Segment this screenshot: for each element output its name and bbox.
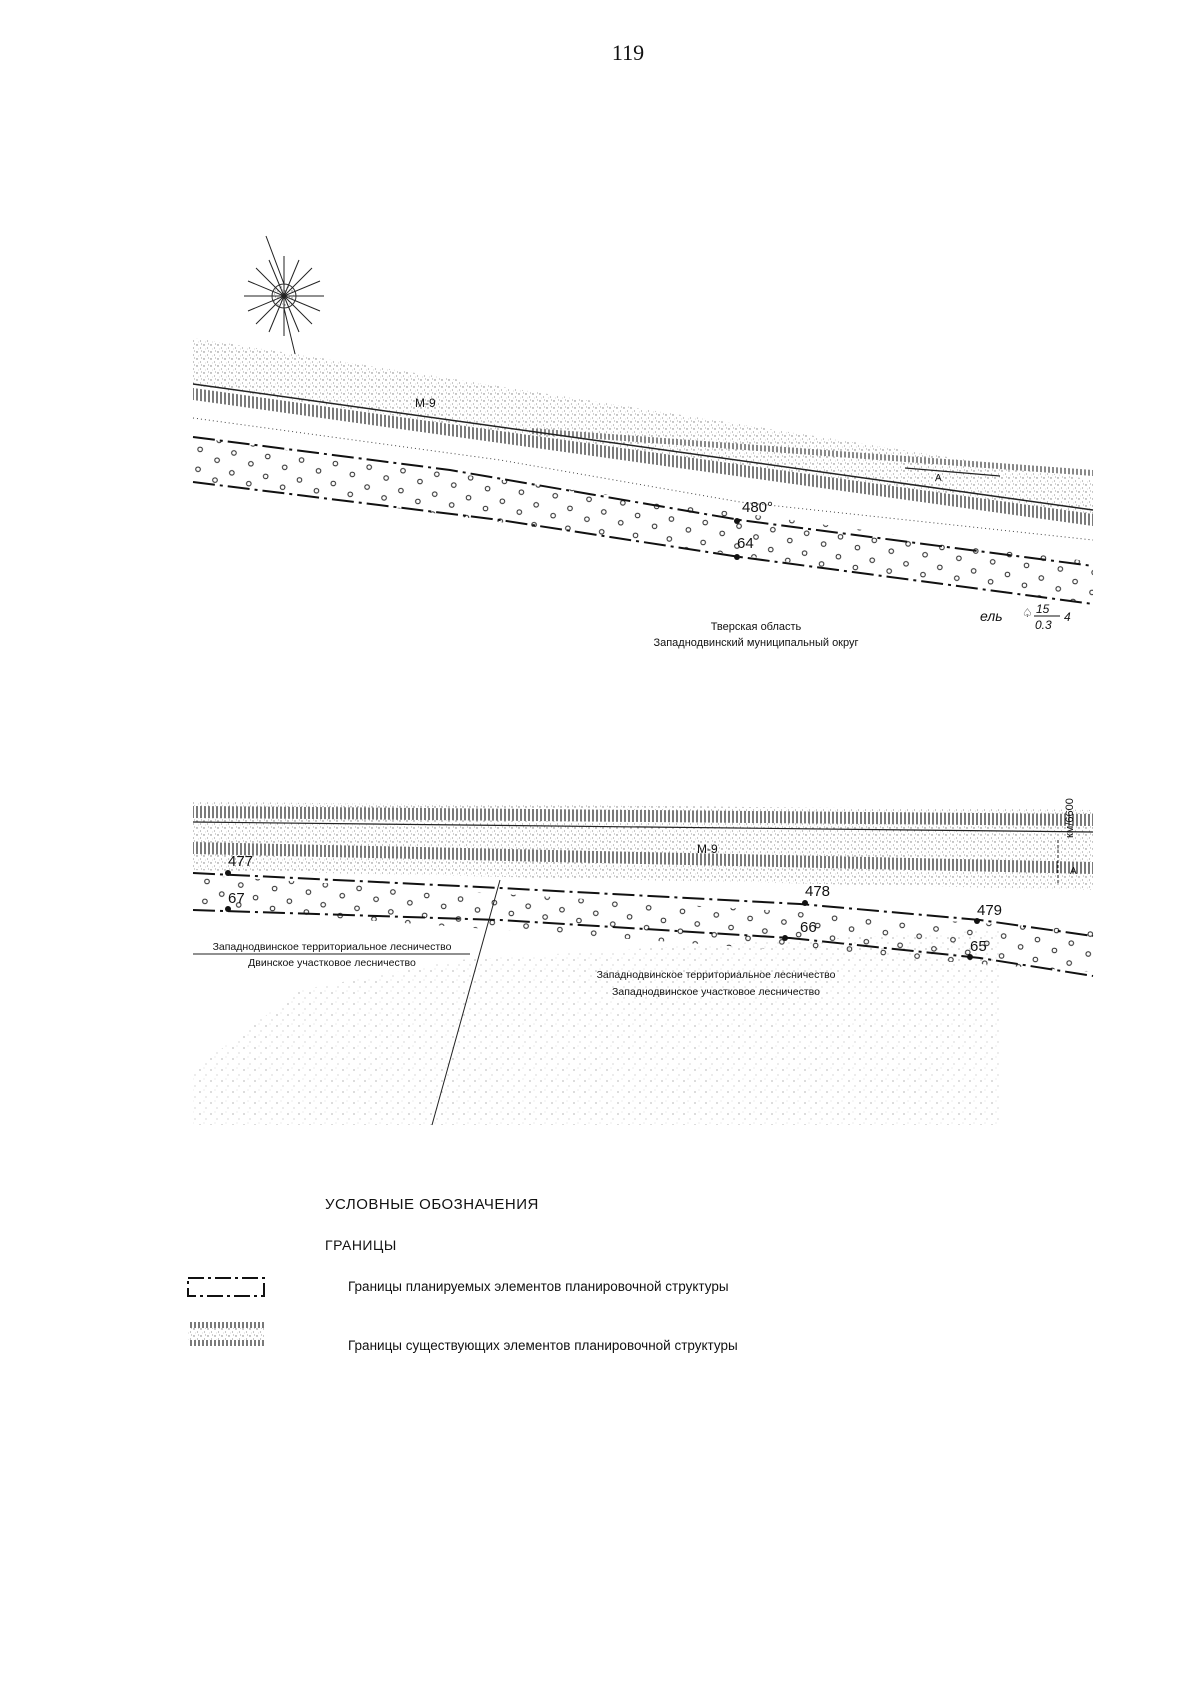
tree-annotation [980,602,1071,632]
tree-denominator: 0.3 [1035,618,1052,632]
point-label: 479 [977,902,1003,919]
tree-numerator: 15 [1036,602,1050,616]
point-label: 480° [742,499,774,516]
forestry-caption-left: Двинское участковое лесничество [248,957,416,969]
tree-species-label: ель [980,608,1003,624]
point-marker [802,900,808,906]
forestry-caption-left: Западнодвинское территориальное лесничество [212,941,452,953]
legend-item-existing-border [186,1320,886,1352]
point-label: 477 [228,853,254,870]
legend-item-label: Границы существующих элементов планировочной структуры [348,1338,738,1353]
point-label: 67 [228,890,245,907]
marker-a-label: А [935,473,942,484]
point-marker [734,554,740,560]
legend-section-title: ГРАНИЦЫ [325,1237,397,1253]
point-marker [734,518,740,524]
tree-count: 4 [1064,610,1071,624]
page-number: 119 [611,40,645,65]
point-marker [782,935,788,941]
forestry-caption-right: Западнодвинское территориальное лесничество [596,969,836,981]
point-marker [225,870,231,876]
hatched-border-icon [186,1320,266,1348]
marker-a-label: А [1070,866,1077,877]
region-caption-line: Тверская область [710,621,802,633]
tree-icon: ♤ [1022,606,1033,620]
bottom-map [193,798,1093,1125]
region-caption-line: Западнодвинский муниципальный округ [653,637,859,649]
point-label: 64 [737,535,754,552]
km-marker-label: км/6600 [1064,798,1076,838]
legend-item-label: Границы планируемых элементов планировочной структуры [348,1279,729,1294]
point-label: 65 [970,938,987,955]
point-label: 478 [805,883,831,900]
road-label-m9: М-9 [697,842,718,856]
dash-dot-border-icon [186,1273,266,1301]
forestry-caption-right: Западнодвинское участковое лесничество [612,986,820,998]
road-label-m9: М-9 [415,396,436,410]
point-label: 66 [800,919,817,936]
legend-item-planned-border [186,1273,886,1305]
top-map [193,236,1093,649]
compass-rose-icon [244,236,324,358]
legend-title: УСЛОВНЫЕ ОБОЗНАЧЕНИЯ [325,1196,539,1213]
